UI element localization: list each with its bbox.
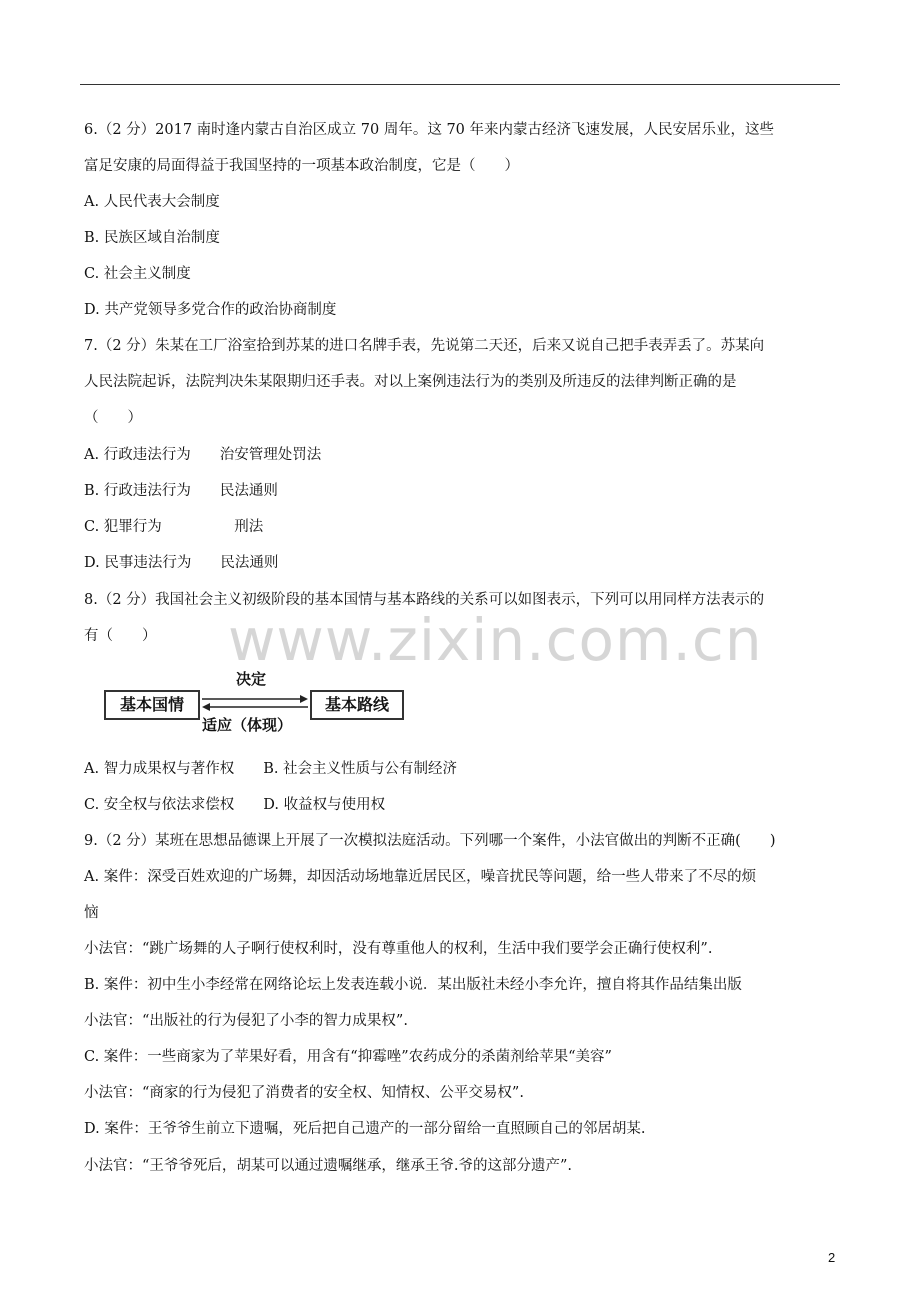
q9-d-case: D. 案件：王爷爷生前立下遗嘱，死后把自己遗产的一部分留给一直照顾自己的邻居胡某. [84,1121,646,1137]
q7-option-b: B. 行政违法行为 民法通则 [84,483,278,499]
q9-b-case: B. 案件：初中生小李经常在网络论坛上发表连载小说．某出版社未经小李允许，擅自将其作品结集出版 [84,977,742,993]
q6-option-c: C. 社会主义制度 [84,266,191,282]
diagram-arrows [104,668,404,738]
q8-options-row1: A. 智力成果权与著作权 B. 社会主义性质与公有制经济 [84,761,458,777]
q6-option-d: D. 共产党领导多党合作的政治协商制度 [84,302,337,318]
watermark: www.zixin.com.cn [228,606,763,674]
q9-c-case: C. 案件：一些商家为了苹果好看，用含有“抑霉唑”农药成分的杀菌剂给苹果“美容” [84,1049,612,1065]
q9-a-judge: 小法官：“跳广场舞的人子啊行使权利时，没有尊重他人的权利，生活中我们要学会正确行使权利”. [84,941,713,957]
q9-a-case-line2: 恼 [84,905,99,921]
diagram-right-box: 基本路线 [310,690,404,720]
q8-options-row2: C. 安全权与依法求偿权 D. 收益权与使用权 [84,797,386,813]
page-number: 2 [828,1250,836,1265]
diagram-top-label: 决定 [236,670,267,688]
relationship-diagram [104,668,404,738]
q8-stem-line1: 8.（2 分）我国社会主义初级阶段的基本国情与基本路线的关系可以如图表示，下列可以用同样方法表示的 [84,592,765,608]
diagram-left-box: 基本国情 [104,690,200,720]
q9-d-judge: 小法官：“王爷爷死后，胡某可以通过遗嘱继承，继承王爷.爷的这部分遗产”. [84,1158,573,1174]
q7-stem-line2: 人民法院起诉，法院判决朱某限期归还手表。对以上案例违法行为的类别及所违反的法律判断正确的是 [84,374,737,390]
q9-a-case-line1: A. 案件：深受百姓欢迎的广场舞，却因活动场地靠近居民区，噪音扰民等问题，给一些人带来了不尽的烦 [84,869,757,885]
q6-option-a: A. 人民代表大会制度 [84,194,220,210]
q6-stem-line2: 富足安康的局面得益于我国坚持的一项基本政治制度，它是（ ） [84,158,519,174]
q7-option-d: D. 民事违法行为 民法通则 [84,555,279,571]
diagram-bottom-label: 适应（体现） [202,716,293,734]
q8-stem-line2: 有（ ） [84,628,157,644]
q7-option-c: C. 犯罪行为 刑法 [84,519,264,535]
q7-stem-line3: （ ） [84,410,142,426]
header-rule [80,84,840,85]
q9-stem: 9.（2 分）某班在思想品德课上开展了一次模拟法庭活动。下列哪一个案件，小法官做出的判断不正确( ) [84,833,776,849]
q9-c-judge: 小法官：“商家的行为侵犯了消费者的安全权、知情权、公平交易权”. [84,1085,524,1101]
q9-b-judge: 小法官：“出版社的行为侵犯了小李的智力成果权”. [84,1013,408,1029]
q7-option-a: A. 行政违法行为 治安管理处罚法 [84,447,322,463]
q6-option-b: B. 民族区域自治制度 [84,230,220,246]
arrow-right-head [300,695,308,703]
arrow-left-head [202,703,210,711]
q6-stem-line1: 6.（2 分）2017 南时逢内蒙古自治区成立 70 周年。这 70 年来内蒙古经济飞速发展，人民安居乐业，这些 [84,122,775,138]
q7-stem-line1: 7.（2 分）朱某在工厂浴室拾到苏某的进口名牌手表，先说第二天还，后来又说自己把手表弄丢了。苏某向 [84,338,765,354]
